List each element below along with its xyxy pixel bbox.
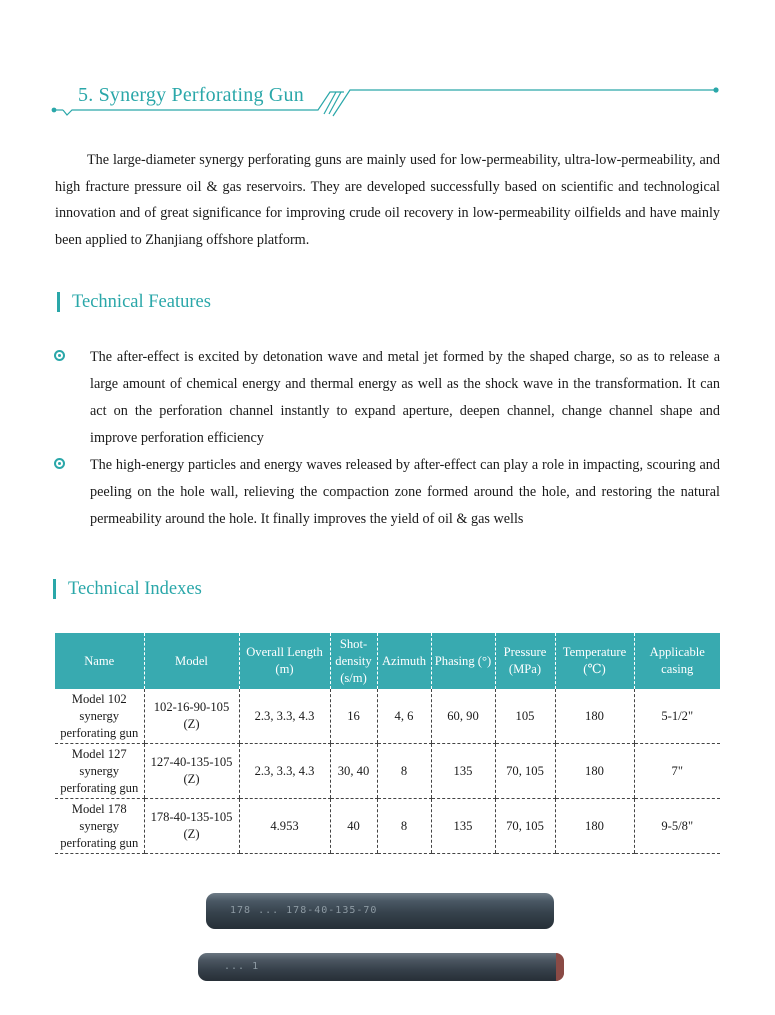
pipe-marking: ... 1	[224, 961, 260, 972]
table-cell: 180	[555, 689, 634, 744]
perforating-gun-pipe-image	[206, 893, 554, 929]
table-cell: 105	[495, 689, 555, 744]
pipe-marking: 178 ... 178-40-135-70	[230, 905, 378, 916]
table-cell: 30, 40	[330, 744, 377, 799]
table-cell: 8	[377, 744, 431, 799]
column-header: Phasing (°)	[431, 633, 495, 689]
section-title: 5. Synergy Perforating Gun	[78, 84, 304, 106]
table-cell: 70, 105	[495, 744, 555, 799]
table-cell: 2.3, 3.3, 4.3	[239, 744, 330, 799]
pipe-red-end	[556, 953, 564, 981]
table-cell: 60, 90	[431, 689, 495, 744]
feature-text: The after-effect is excited by detonation wave and metal jet formed by the shaped charge, so as to release a large amount of chemical energy and thermal energy as well as the shock wave in the transformation. It can act on the perforation channel instantly to expand aperture, deepen channel, change channel shape and improve perforation efficiency	[90, 349, 720, 446]
table-cell: 4, 6	[377, 689, 431, 744]
table-cell: Model 102 synergy perforating gun	[55, 689, 144, 744]
feature-item	[52, 452, 720, 533]
column-header: Overall Length (m)	[239, 633, 330, 689]
feature-item	[52, 344, 720, 452]
table-cell: 40	[330, 799, 377, 854]
column-header: Name	[55, 633, 144, 689]
table-cell: 5-1/2"	[634, 689, 720, 744]
features-heading: Technical Features	[57, 292, 211, 312]
table-row	[55, 689, 720, 744]
bullet-circle-icon	[54, 350, 65, 361]
table-row	[55, 744, 720, 799]
table-row	[55, 799, 720, 854]
table-cell: 102-16-90-105 (Z)	[144, 689, 239, 744]
table-cell: 135	[431, 799, 495, 854]
features-list	[52, 344, 720, 533]
column-header: Pressure (MPa)	[495, 633, 555, 689]
table-cell: 180	[555, 744, 634, 799]
table-cell: 7"	[634, 744, 720, 799]
table-cell: 70, 105	[495, 799, 555, 854]
technical-indexes-table	[55, 633, 720, 854]
column-header: Azimuth	[377, 633, 431, 689]
column-header: Applicable casing	[634, 633, 720, 689]
table-cell: 9-5/8"	[634, 799, 720, 854]
table-cell: Model 178 synergy perforating gun	[55, 799, 144, 854]
table-cell: 135	[431, 744, 495, 799]
section-title-bar	[50, 82, 730, 126]
table-cell: 4.953	[239, 799, 330, 854]
table-cell: 16	[330, 689, 377, 744]
table-header-row	[55, 633, 720, 689]
indexes-heading: Technical Indexes	[53, 579, 202, 599]
product-photo	[196, 883, 566, 983]
table-cell: 127-40-135-105 (Z)	[144, 744, 239, 799]
perforating-gun-pipe-image	[198, 953, 564, 981]
column-header: Temperature (℃)	[555, 633, 634, 689]
column-header: Model	[144, 633, 239, 689]
table-cell: 180	[555, 799, 634, 854]
table-cell: 178-40-135-105 (Z)	[144, 799, 239, 854]
feature-text: The high-energy particles and energy waves released by after-effect can play a role in impacting, scouring and peeling on the hole wall, relieving the compaction zone formed around the hole, and restoring the natural permeability around the hole. It finally improves the yield of oil & gas wells	[90, 457, 720, 527]
bullet-circle-icon	[54, 458, 65, 469]
intro-paragraph	[55, 147, 720, 254]
column-header: Shot-density (s/m)	[330, 633, 377, 689]
table-cell: 2.3, 3.3, 4.3	[239, 689, 330, 744]
table-cell: 8	[377, 799, 431, 854]
table-cell: Model 127 synergy perforating gun	[55, 744, 144, 799]
intro-text: The large-diameter synergy perforating guns are mainly used for low-permeability, ultra-low-permeability, and high fracture pressure oil & gas reservoirs. They are developed successfully based on scientific and technological innovation and of great significance for improving crude oil recovery in low-permeability oilfields and have mainly been applied to Zhanjiang offshore platform.	[55, 152, 720, 249]
